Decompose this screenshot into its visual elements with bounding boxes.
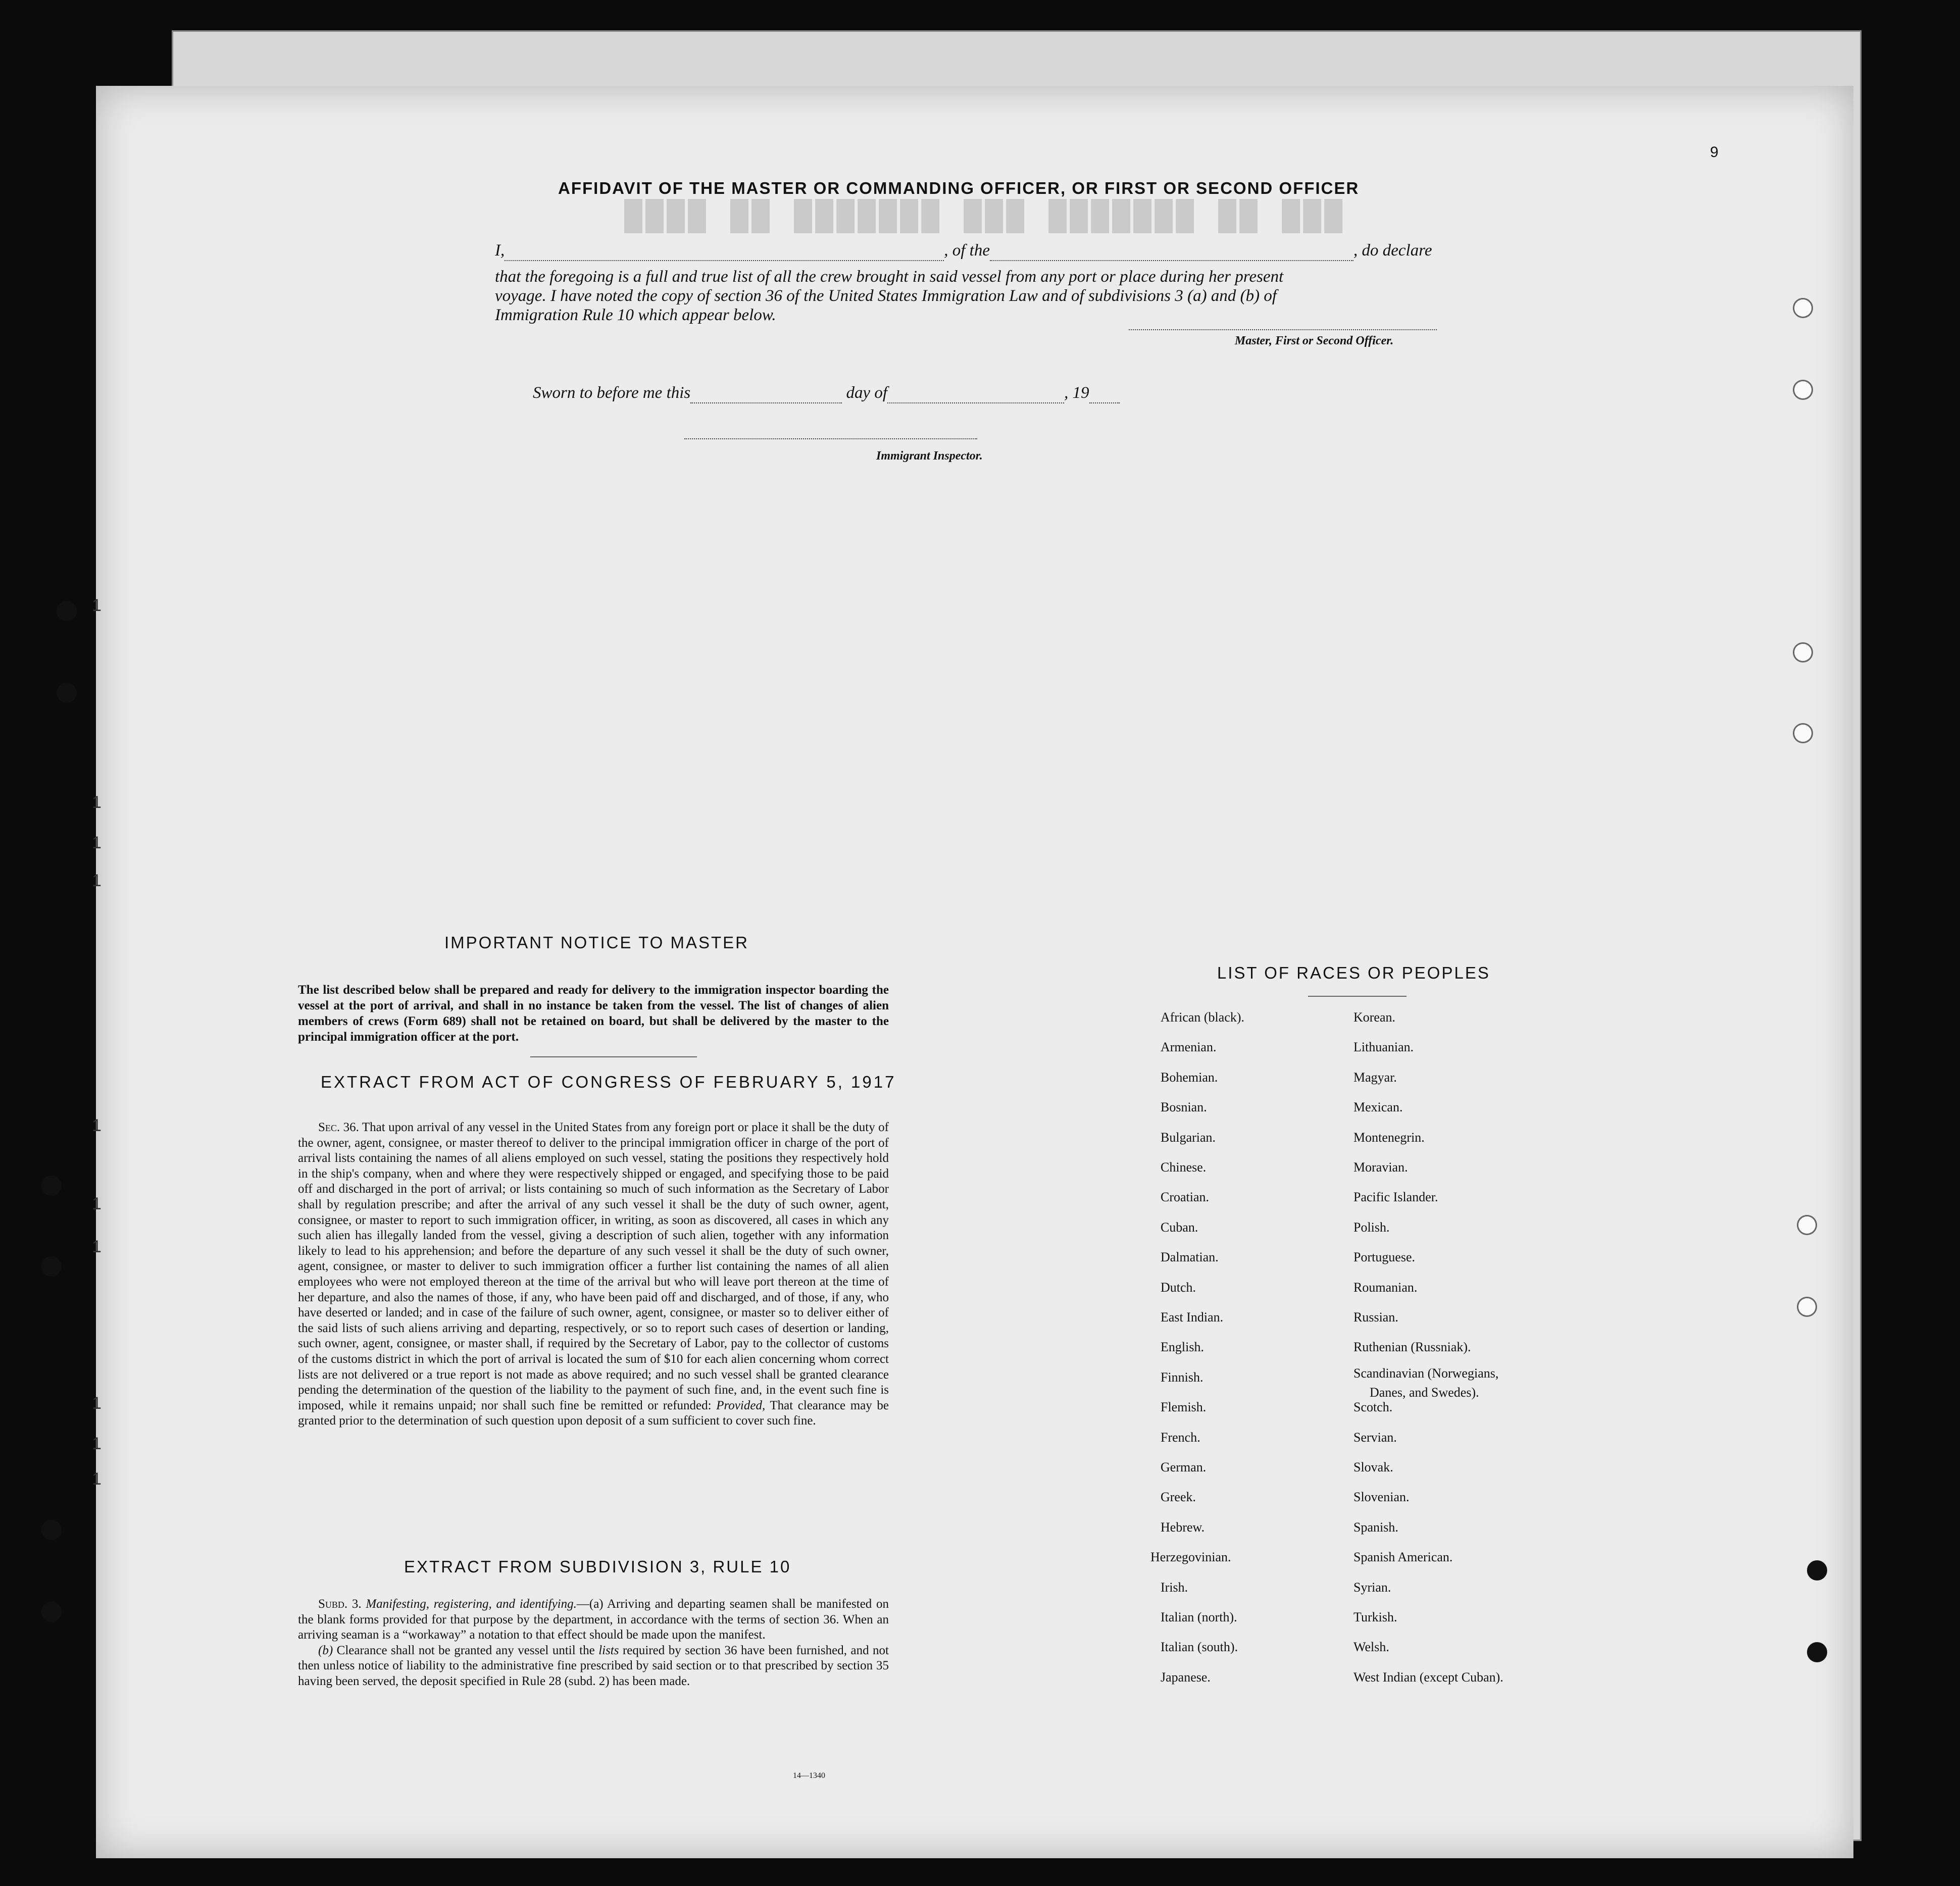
binding-hole: [41, 1602, 62, 1622]
race-item: Italian (north).: [1161, 1610, 1237, 1624]
affidavit-line-1: [495, 241, 1432, 261]
rule-a-text: Arriving and departing seamen shall be manifested on the blank forms provided for that purpose by the department, in accordance with the terms of section 36. When an arriving seaman is a “workaway” a notation to that effect should be made upon the manifest.: [298, 1597, 889, 1642]
race-item: German.: [1161, 1460, 1207, 1474]
inspector-caption: Immigrant Inspector.: [876, 449, 983, 463]
punch-hole: [1793, 380, 1813, 400]
race-item: Herzegovinian.: [1150, 1550, 1231, 1565]
race-item: Finnish.: [1161, 1369, 1203, 1385]
sworn-year: , 19: [1064, 384, 1089, 402]
margin-mark: 1: [92, 1469, 102, 1489]
race-item: Flemish.: [1161, 1400, 1207, 1415]
margin-mark: 1: [92, 1434, 102, 1453]
divider: [1308, 996, 1406, 997]
race-item: Mexican.: [1353, 1100, 1403, 1115]
binding-hole: [41, 1256, 62, 1277]
punch-hole: [1797, 1215, 1817, 1235]
master-signature-line: [1129, 329, 1437, 330]
race-item: Spanish.: [1353, 1519, 1398, 1535]
race-item: Dutch.: [1161, 1280, 1196, 1295]
race-item: Servian.: [1353, 1430, 1397, 1445]
race-item: Cuban.: [1161, 1219, 1198, 1235]
race-item: Greek.: [1161, 1490, 1196, 1505]
act-section-text: That upon arrival of any vessel in the United States from any foreign port or place it shall be the duty of the owner, agent, consignee, or master thereof to deliver to the principal immigration officer in charge of the port of arrival lists containing the names of all aliens employed on such vessel, stating the positions they respectively hold in the ship's company, when and where they were respectively shipped or engaged, and specifying those to be paid off and discharged in the port of arrival; or lists containing so much of such information as the Secretary of Labor shall by regulation prescribe; and after the arrival of any such vessel it shall be the duty of such owner, agent, consignee, or master to report to such immigration officer, in writing, as soon as discovered, all cases in which any such alien has illegally landed from the vessel, giving a description of such alien, together with any information likely to lead to his apprehension; and before the departure of any such vessel it shall be the duty of such owner, agent, consignee, or master to deliver to such immigration officer a further list containing the names of all alien employees who were not employed thereon at the time of the arrival but who will leave port thereon at the time of her departure, and also the names of those, if any, who have been paid off and discharged, and of those, if any, who have deserted or landed; and in case of the failure of such owner, agent, consignee, or master so to deliver either of the said lists of such aliens arriving and departing, respectively, or so to report such cases of desertion or landing, such owner, agent, consignee, or master shall, if required by the Secretary of Labor, pay to the collector of customs of the customs district in which the port of arrival is located the sum of $10 for each alien concerning whom correct lists are not delivered or a true report is not made as above required; and no such vessel shall be granted clearance pending the determination of the question of the liability to the payment of such fine, and, in the event such fine is imposed, while it remains unpaid; nor shall such fine be remitted or refunded:: [298, 1120, 889, 1412]
act-section-label: Sec. 36.: [318, 1120, 359, 1134]
binding-hole: [41, 1520, 62, 1540]
race-item: Slovenian.: [1353, 1490, 1410, 1505]
race-item: Slovak.: [1353, 1460, 1393, 1474]
punch-hole: [1793, 723, 1813, 743]
sworn-line: [533, 384, 1120, 403]
binding-hole: [57, 601, 77, 621]
race-item: Polish.: [1353, 1219, 1390, 1235]
affidavit-i: I,: [495, 241, 505, 260]
punch-hole: [1797, 1297, 1817, 1317]
affidavit-declare: , do declare: [1353, 241, 1432, 260]
rule-b-text-1: Clearance shall not be granted any vessel until the: [336, 1643, 595, 1657]
act-proviso-text: That clearance may be granted prior to the determination of such question upon deposit of a sum sufficient to cover such fine.: [298, 1398, 889, 1428]
race-item: West Indian (except Cuban).: [1353, 1669, 1503, 1685]
race-item: Chinese.: [1161, 1160, 1207, 1175]
race-item: Lithuanian.: [1353, 1040, 1414, 1055]
race-item: Hebrew.: [1161, 1519, 1205, 1535]
act-proviso-label: Provided,: [716, 1398, 766, 1412]
affidavit-heading: AFFIDAVIT OF THE MASTER OR COMMANDING OFFICER, OR FIRST OR SECOND OFFICER: [558, 179, 1360, 197]
rule-subd-label: Subd. 3.: [318, 1597, 362, 1611]
punch-hole: [1807, 1642, 1827, 1662]
race-item: Turkish.: [1353, 1610, 1397, 1624]
affidavit-line-2: that the foregoing is a full and true list of all the crew brought in said vessel from any port or place during her present: [495, 268, 1284, 286]
rule-b-text-2: required by section 36 have been furnished, and not then unless notice of liability to the administrative fine prescribed by said section or to that prescribed by section 35 having been served, the deposit specified in Rule 28 (subd. 2) has been made.: [298, 1643, 889, 1688]
binding-hole: [57, 683, 77, 703]
margin-mark: 1: [92, 833, 102, 852]
master-caption: Master, First or Second Officer.: [1235, 334, 1394, 347]
race-item: Welsh.: [1353, 1640, 1389, 1655]
margin-mark: 1: [92, 871, 102, 890]
inspector-signature-line: [684, 438, 977, 439]
punch-hole: [1793, 642, 1813, 662]
race-item: Montenegrin.: [1353, 1130, 1425, 1145]
sworn-month-blank: [887, 384, 1064, 403]
race-item: Croatian.: [1161, 1190, 1210, 1205]
rule-a-label: —(a): [576, 1597, 604, 1611]
race-item: Italian (south).: [1161, 1640, 1238, 1655]
margin-mark: 1: [92, 1116, 102, 1135]
race-item: Russian.: [1353, 1310, 1398, 1324]
binding-hole: [41, 1176, 62, 1196]
race-item: Scotch.: [1353, 1400, 1393, 1415]
affidavit-line-3: voyage. I have noted the copy of section 36 of the United States Immigration Law and of subdivisions 3 (a) and (b) of: [495, 287, 1277, 305]
name-blank: [505, 241, 944, 261]
act-heading: EXTRACT FROM ACT OF CONGRESS OF FEBRUARY 5, 1917: [321, 1073, 896, 1091]
race-item: Ruthenian (Russniak).: [1353, 1340, 1471, 1355]
race-item: Portuguese.: [1353, 1250, 1416, 1265]
race-item: Bohemian.: [1161, 1069, 1218, 1085]
race-item: Dalmatian.: [1161, 1250, 1219, 1265]
vessel-blank: [990, 241, 1353, 261]
margin-mark: 1: [92, 596, 102, 615]
margin-mark: 1: [92, 1394, 102, 1413]
race-item: Bosnian.: [1161, 1100, 1207, 1115]
act-body: [298, 1120, 889, 1429]
sworn-text: Sworn to before me this: [533, 384, 691, 402]
sworn-year-blank: [1089, 384, 1120, 403]
race-item: African (black).: [1161, 1010, 1245, 1025]
rule-heading: EXTRACT FROM SUBDIVISION 3, RULE 10: [404, 1557, 791, 1576]
races-heading: LIST OF RACES OR PEOPLES: [1217, 963, 1490, 982]
race-item: Bulgarian.: [1161, 1130, 1216, 1145]
race-item: Syrian.: [1353, 1579, 1391, 1595]
margin-mark: 1: [92, 1194, 102, 1213]
page-number: 9: [1710, 144, 1719, 161]
manifest-page: [96, 86, 1853, 1858]
race-item: Magyar.: [1353, 1069, 1397, 1085]
race-item: Danes, and Swedes).: [1370, 1385, 1479, 1400]
notice-body: The list described below shall be prepared and ready for delivery to the immigration inspector boarding the vessel at the port of arrival, and shall in no instance be taken from the vessel. The list of changes of alien members of crews (Form 689) shall not be retained on board, but shall be delivered by the master to the principal immigration officer at the port.: [298, 983, 889, 1044]
sworn-day-of: day of: [846, 384, 888, 402]
divider: [530, 1056, 697, 1057]
race-item: Armenian.: [1161, 1040, 1217, 1055]
race-item: English.: [1161, 1340, 1204, 1355]
race-item: Roumanian.: [1353, 1280, 1418, 1295]
punch-hole: [1793, 298, 1813, 318]
rule-body: [298, 1597, 889, 1690]
rule-b-lists: lists: [598, 1643, 619, 1657]
sworn-day-blank: [690, 384, 842, 403]
rule-subd-title: Manifesting, registering, and identifying.: [366, 1597, 577, 1611]
form-number: 14—1340: [793, 1771, 825, 1780]
bleed-through-heading: ███ ██ ███████ ███ ███████ ██ ████: [621, 199, 1343, 234]
race-item: Spanish American.: [1353, 1550, 1453, 1565]
affidavit-line-4: Immigration Rule 10 which appear below.: [495, 306, 776, 324]
race-item: Irish.: [1161, 1579, 1188, 1595]
rule-b-label: (b): [318, 1643, 333, 1657]
notice-heading: IMPORTANT NOTICE TO MASTER: [444, 933, 749, 952]
race-item: Moravian.: [1353, 1160, 1408, 1175]
race-item: Pacific Islander.: [1353, 1190, 1438, 1205]
punch-hole: [1807, 1560, 1827, 1581]
affidavit-of-the: , of the: [944, 241, 990, 260]
race-item: Scandinavian (Norwegians,: [1353, 1365, 1499, 1381]
race-item: Japanese.: [1161, 1669, 1211, 1685]
race-item: Korean.: [1353, 1010, 1396, 1025]
race-item: French.: [1161, 1430, 1200, 1445]
margin-mark: 1: [92, 793, 102, 812]
race-item: East Indian.: [1161, 1310, 1224, 1324]
margin-mark: 1: [92, 1237, 102, 1256]
